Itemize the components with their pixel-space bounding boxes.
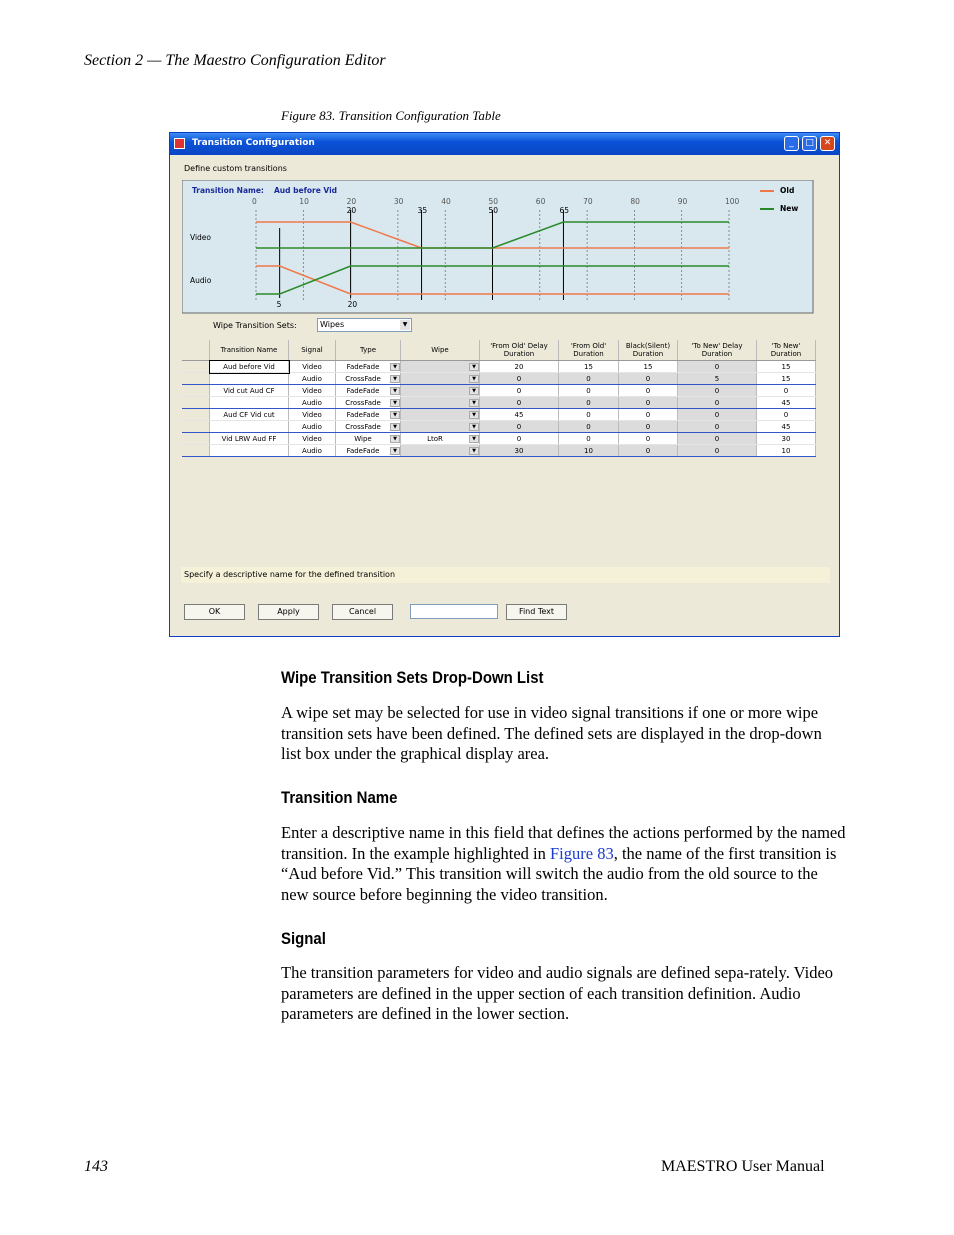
table-row: [182, 409, 816, 421]
cell-signal[interactable]: [289, 361, 336, 373]
cell-value: Vid LRW Aud FF: [221, 434, 277, 443]
chevron-down-icon[interactable]: ▼: [390, 363, 400, 371]
cell-value: 0: [645, 422, 651, 431]
cell-d3[interactable]: [619, 361, 678, 373]
cell-type[interactable]: [336, 361, 401, 373]
cell-value: 0: [714, 398, 720, 407]
cell-name[interactable]: [210, 373, 289, 385]
cell-wipe[interactable]: [401, 385, 480, 397]
cell-value: 0: [645, 398, 651, 407]
cell-type[interactable]: [336, 421, 401, 433]
cell-name[interactable]: [210, 409, 289, 421]
para-text: , the name of the first transition is “Aud before Vid.” This transition will switch the audio from the old source to the new source before beginning the video transition.: [281, 843, 837, 904]
cell-wipe[interactable]: [401, 397, 480, 409]
section-heading: Wipe Transition Sets Drop-Down List: [281, 668, 544, 687]
chevron-down-icon[interactable]: ▼: [469, 411, 479, 419]
cell-d2[interactable]: [559, 445, 619, 457]
graph-name-label: Transition Name:: [192, 186, 264, 195]
chevron-down-icon[interactable]: ▼: [390, 399, 400, 407]
cell-name[interactable]: [210, 385, 289, 397]
transitions-table: [182, 340, 816, 457]
row-selector: [182, 421, 210, 433]
col-header: Black(Silent) Duration: [619, 340, 678, 361]
cell-value: 0: [714, 422, 720, 431]
cell-d2[interactable]: [559, 373, 619, 385]
cell-name[interactable]: [210, 397, 289, 409]
legend-new: New: [780, 204, 799, 213]
cell-d1[interactable]: [480, 373, 559, 385]
cell-d2[interactable]: [559, 397, 619, 409]
para-text: Enter a descriptive name in this field that defines the actions performed by the named transition. In the example highlighted in: [281, 823, 846, 863]
cell-value: CrossFade: [345, 422, 381, 431]
tick-label: 60: [535, 197, 546, 206]
cell-d4[interactable]: [678, 409, 757, 421]
cell-wipe[interactable]: [401, 445, 480, 457]
cell-value: Vid cut Aud CF: [223, 386, 275, 395]
cell-value: FadeFade: [346, 386, 380, 395]
cell-d3[interactable]: [619, 397, 678, 409]
cell-value: 0: [645, 410, 651, 419]
cell-value: 0: [516, 386, 522, 395]
cell-value: Video: [302, 386, 322, 395]
cell-d5[interactable]: [757, 397, 816, 409]
tick-label: 40: [441, 197, 451, 206]
cell-value: 30: [781, 434, 791, 443]
cancel-button[interactable]: Cancel: [332, 604, 393, 620]
cell-type[interactable]: [336, 385, 401, 397]
page-number: 143: [84, 1158, 108, 1175]
col-header: 'From Old' Delay Duration: [480, 340, 559, 361]
cell-d5[interactable]: [757, 421, 816, 433]
cell-d4[interactable]: [678, 445, 757, 457]
row-selector: [182, 433, 210, 445]
tick-label: 20: [346, 197, 357, 206]
tick-label: 10: [299, 197, 309, 206]
cell-d1[interactable]: [480, 361, 559, 373]
cell-d5[interactable]: [757, 385, 816, 397]
col-header: 'To New' Duration: [757, 340, 816, 361]
marker-label: 5: [276, 300, 282, 309]
cell-value: 0: [645, 374, 651, 383]
maximize-icon[interactable]: □: [802, 136, 817, 151]
cell-signal[interactable]: [289, 433, 336, 445]
chevron-down-icon[interactable]: ▼: [469, 423, 479, 431]
cell-d3[interactable]: [619, 385, 678, 397]
cell-value: Video: [302, 362, 322, 371]
cell-name[interactable]: [210, 361, 289, 373]
cell-type[interactable]: [336, 445, 401, 457]
cell-wipe[interactable]: [401, 421, 480, 433]
table-row: [182, 445, 816, 457]
cell-d2[interactable]: [559, 385, 619, 397]
footer-title: MAESTRO User Manual: [661, 1158, 825, 1175]
col-header: 'From Old' Duration: [559, 340, 619, 361]
cell-value: Aud before Vid: [223, 362, 275, 371]
cell-signal[interactable]: [289, 421, 336, 433]
marker-label: 65: [559, 206, 569, 215]
cell-value: CrossFade: [345, 374, 381, 383]
cell-d1[interactable]: [480, 421, 559, 433]
cell-value: FadeFade: [346, 362, 380, 371]
find-text-input[interactable]: [410, 604, 498, 619]
cell-d1[interactable]: [480, 385, 559, 397]
cell-value: FadeFade: [346, 410, 380, 419]
cell-type[interactable]: [336, 433, 401, 445]
col-header: Wipe: [401, 340, 480, 361]
find-text-button[interactable]: Find Text: [506, 604, 567, 620]
cell-signal[interactable]: [289, 409, 336, 421]
cell-d1[interactable]: [480, 445, 559, 457]
cell-value: 0: [714, 434, 720, 443]
tick-label: 0: [252, 197, 257, 206]
cell-value: 15: [781, 362, 791, 371]
cell-value: 0: [586, 422, 591, 431]
row-selector: [182, 397, 210, 409]
section-paragraph: The transition parameters for video and audio signals are defined sepa-rately. Video parameters are defined in the upper section of each transition definition. Audio parameters are defined in the lower section.: [281, 963, 834, 1023]
cell-d5[interactable]: [757, 445, 816, 457]
cell-d4[interactable]: [678, 361, 757, 373]
cell-value: 0: [586, 386, 591, 395]
tick-label: 30: [393, 197, 404, 206]
cell-value: 10: [584, 446, 593, 455]
chevron-down-icon[interactable]: ▼: [390, 411, 400, 419]
row-selector: [182, 409, 210, 421]
graph-name-value: Aud before Vid: [274, 186, 338, 195]
cell-wipe[interactable]: [401, 361, 480, 373]
cell-value: CrossFade: [345, 398, 381, 407]
marker-label: 50: [488, 206, 499, 215]
chevron-down-icon[interactable]: ▼: [469, 447, 479, 455]
cell-value: 10: [781, 446, 791, 455]
section-paragraph: [281, 823, 846, 905]
cell-value: 45: [781, 398, 791, 407]
transition-config-window: [169, 132, 840, 637]
col-header: Type: [336, 340, 401, 361]
chevron-down-icon[interactable]: ▼: [390, 447, 400, 455]
wipe-sets-label: Wipe Transition Sets:: [213, 321, 297, 330]
apply-button[interactable]: Apply: [258, 604, 319, 620]
cell-d5[interactable]: [757, 409, 816, 421]
col-header: Signal: [289, 340, 336, 361]
cell-signal[interactable]: [289, 373, 336, 385]
cell-value: 45: [781, 422, 791, 431]
chevron-down-icon[interactable]: ▼: [469, 375, 479, 383]
cell-wipe[interactable]: [401, 373, 480, 385]
cell-d3[interactable]: [619, 433, 678, 445]
row-selector: [182, 385, 210, 397]
cell-value: 0: [783, 410, 789, 419]
wipe-sets-value: Wipes: [320, 320, 345, 329]
cell-value: 0: [645, 434, 651, 443]
wipe-sets-dropdown[interactable]: [317, 318, 412, 332]
cell-name[interactable]: [210, 433, 289, 445]
cell-value: Audio: [302, 422, 322, 431]
cell-value: 0: [586, 410, 591, 419]
cell-value: 0: [516, 398, 522, 407]
row-selector: [182, 445, 210, 457]
cell-d4[interactable]: [678, 385, 757, 397]
legend-old: Old: [780, 186, 795, 195]
cell-value: 0: [714, 362, 720, 371]
cell-value: Audio: [302, 374, 322, 383]
cell-value: 15: [643, 362, 653, 371]
define-label: Define custom transitions: [184, 164, 287, 173]
cell-d5[interactable]: [757, 373, 816, 385]
cell-value: 15: [781, 374, 791, 383]
window-title: Transition Configuration: [192, 138, 315, 148]
cell-type[interactable]: [336, 373, 401, 385]
cell-name[interactable]: [210, 421, 289, 433]
close-icon[interactable]: ✕: [820, 136, 835, 151]
cell-value: Wipe: [354, 434, 372, 443]
cell-value: 0: [783, 386, 789, 395]
cell-value: 0: [516, 422, 522, 431]
chevron-down-icon[interactable]: ▼: [390, 387, 400, 395]
cell-type[interactable]: [336, 397, 401, 409]
cell-value: 30: [514, 446, 524, 455]
cell-value: 45: [514, 410, 524, 419]
table-row: [182, 385, 816, 397]
cell-value: FadeFade: [346, 446, 380, 455]
cell-value: 5: [714, 374, 720, 383]
cell-d3[interactable]: [619, 445, 678, 457]
chevron-down-icon[interactable]: ▼: [400, 320, 410, 330]
app-icon: [174, 138, 185, 149]
figure-link[interactable]: Figure 83: [550, 843, 614, 863]
cell-value: Audio: [302, 398, 322, 407]
cell-d2[interactable]: [559, 433, 619, 445]
table-row: [182, 397, 816, 409]
cell-value: 0: [714, 410, 720, 419]
audio-label: Audio: [190, 276, 212, 285]
chevron-down-icon[interactable]: ▼: [469, 399, 479, 407]
table-row: [182, 421, 816, 433]
status-bar: Specify a descriptive name for the defined transition: [181, 567, 830, 583]
marker-label: 20: [347, 300, 358, 309]
cell-value: 0: [645, 446, 651, 455]
cell-wipe[interactable]: [401, 409, 480, 421]
cell-signal[interactable]: [289, 385, 336, 397]
tick-label: 90: [677, 197, 688, 206]
marker-label: 35: [417, 206, 428, 215]
running-header: Section 2 — The Maestro Configuration Editor: [84, 52, 386, 69]
cell-signal[interactable]: [289, 397, 336, 409]
tick-label: 100: [725, 197, 740, 206]
table-row: [182, 361, 816, 373]
marker-label: 20: [346, 206, 357, 215]
tick-label: 80: [630, 197, 640, 206]
chevron-down-icon[interactable]: ▼: [469, 363, 479, 371]
cell-d4[interactable]: [678, 397, 757, 409]
cell-name[interactable]: [210, 445, 289, 457]
cell-d5[interactable]: [757, 361, 816, 373]
cell-d2[interactable]: [559, 361, 619, 373]
cell-value: LtoR: [427, 434, 443, 443]
chevron-down-icon[interactable]: ▼: [390, 375, 400, 383]
cell-d4[interactable]: [678, 421, 757, 433]
cell-value: 0: [714, 386, 720, 395]
cell-value: 0: [586, 374, 591, 383]
cell-value: Video: [302, 410, 322, 419]
cell-d2[interactable]: [559, 409, 619, 421]
cell-value: 0: [516, 434, 522, 443]
cell-value: 0: [586, 434, 591, 443]
cell-value: Video: [302, 434, 322, 443]
cell-d4[interactable]: [678, 373, 757, 385]
cell-type[interactable]: [336, 409, 401, 421]
row-selector: [182, 361, 210, 373]
table-row: [182, 433, 816, 445]
figure-caption: Figure 83. Transition Configuration Table: [281, 108, 501, 123]
ok-button[interactable]: OK: [184, 604, 245, 620]
tick-label: 70: [583, 197, 593, 206]
cell-value: Audio: [302, 446, 322, 455]
cell-value: 0: [645, 386, 651, 395]
cell-value: 0: [714, 446, 720, 455]
col-header: Transition Name: [210, 340, 289, 361]
chevron-down-icon[interactable]: ▼: [390, 435, 400, 443]
chevron-down-icon[interactable]: ▼: [469, 387, 479, 395]
cell-d1[interactable]: [480, 433, 559, 445]
table-row: [182, 373, 816, 385]
minimize-icon[interactable]: _: [784, 136, 799, 151]
col-header: 'To New' Delay Duration: [678, 340, 757, 361]
window-titlebar: [170, 133, 839, 155]
chevron-down-icon[interactable]: ▼: [469, 435, 479, 443]
cell-value: 20: [514, 362, 524, 371]
cell-value: Aud CF Vid cut: [223, 410, 275, 419]
transition-graph: [182, 180, 814, 314]
cell-value: 0: [516, 374, 522, 383]
cell-d3[interactable]: [619, 409, 678, 421]
cell-wipe[interactable]: [401, 433, 480, 445]
section-heading: Transition Name: [281, 788, 398, 807]
tick-label: 50: [488, 197, 499, 206]
cell-d1[interactable]: [480, 397, 559, 409]
cell-signal[interactable]: [289, 445, 336, 457]
chevron-down-icon[interactable]: ▼: [390, 423, 400, 431]
row-header-col: [182, 340, 210, 361]
cell-value: 0: [586, 398, 591, 407]
row-selector: [182, 373, 210, 385]
cell-d5[interactable]: [757, 433, 816, 445]
cell-d4[interactable]: [678, 433, 757, 445]
cell-d3[interactable]: [619, 373, 678, 385]
cell-d1[interactable]: [480, 409, 559, 421]
cell-d2[interactable]: [559, 421, 619, 433]
video-label: Video: [190, 233, 212, 242]
section-paragraph: A wipe set may be selected for use in video signal transitions if one or more wipe transition sets have been defined. The defined sets are displayed in the drop-down list box under the graphical display area.: [281, 703, 822, 763]
cell-d3[interactable]: [619, 421, 678, 433]
cell-value: 15: [584, 362, 593, 371]
section-heading: Signal: [281, 929, 326, 948]
